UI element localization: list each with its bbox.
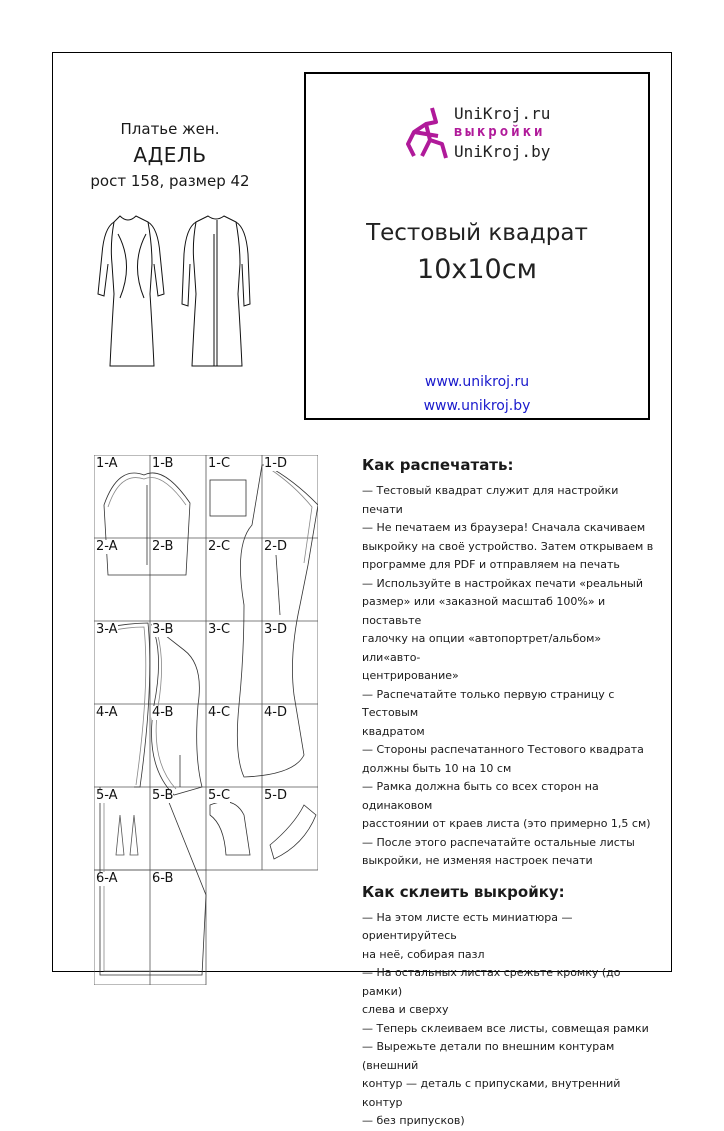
logo-ru: UniKroj.ru (454, 104, 551, 123)
print-line: — После этого распечатайте остальные листы (362, 835, 635, 849)
print-line: — Распечатайте только первую страницу с Тестовым (362, 687, 615, 719)
glue-line: на неё, собирая пазл (362, 947, 485, 961)
grid-label-1b: 1-B (152, 456, 174, 471)
grid-label-4b: 4-B (152, 705, 174, 720)
print-line: должны быть 10 на 10 см (362, 761, 512, 775)
logo-tagline: выкройки (454, 124, 546, 140)
grid-label-6b: 6-B (152, 871, 174, 886)
glue-line: — На этом листе есть миниатюра — ориентируйтесь (362, 910, 573, 942)
print-line: — Стороны распечатанного Тестового квадрата (362, 743, 644, 756)
glue-line: — Вырежьте детали по внешним контурам (внешний (362, 1040, 615, 1072)
product-info (70, 118, 270, 192)
glue-line: — без припусков) (362, 1114, 465, 1127)
grid-label-5c: 5-C (208, 788, 231, 803)
grid-label-1d: 1-D (264, 456, 287, 471)
grid-label-3c: 3-C (208, 622, 231, 637)
instructions (362, 456, 662, 1131)
url-by-link[interactable]: www.unikroj.by (423, 398, 531, 414)
grid-label-5a: 5-A (96, 788, 118, 803)
grid-label-4d: 4-D (264, 705, 287, 720)
test-square (304, 72, 650, 420)
grid-label-4c: 4-C (208, 705, 231, 720)
glue-line: — Теперь склеиваем все листы, совмещая рамки (362, 1021, 649, 1035)
print-line: программе для PDF и отправляем на печать (362, 558, 620, 571)
grid-label-2a: 2-A (96, 539, 118, 554)
grid-label-1a: 1-A (96, 456, 118, 471)
unicorn-logo-icon (402, 104, 448, 164)
print-line: выкройки, не изменяя настроек печати (362, 854, 593, 867)
print-line: галочку на опции «автопортрет/альбом» или«авто- (362, 632, 602, 664)
logo (402, 104, 602, 166)
print-line: — Не печатаем из браузера! Сначала скачиваем (362, 521, 646, 534)
product-size: рост 158, размер 42 (90, 172, 250, 190)
grid-label-3a: 3-A (96, 622, 118, 637)
grid-label-5b: 5-B (152, 788, 174, 803)
grid-label-3b: 3-B (152, 622, 174, 637)
print-line: — Рамка должна быть со всех сторон на одинаковом (362, 780, 599, 812)
url-ru-link[interactable]: www.unikroj.ru (424, 374, 530, 390)
grid-label-2d: 2-D (264, 539, 287, 554)
print-line: центрирование» (362, 669, 459, 682)
print-line: выкройку на своё устройство. Затем открываем в (362, 539, 654, 553)
grid-label-2c: 2-C (208, 539, 231, 554)
pattern-layout-grid (94, 455, 318, 985)
grid-label-4a: 4-A (96, 705, 118, 720)
product-name: АДЕЛЬ (133, 143, 207, 167)
grid-label-5d: 5-D (264, 788, 287, 803)
print-line: — Используйте в настройках печати «реальный (362, 576, 644, 590)
glue-heading: Как склеить выкройку: (362, 882, 565, 901)
glue-line: слева и сверху (362, 1003, 449, 1016)
print-line: размер» или «заказной масштаб 100%» и поставьте (362, 595, 606, 627)
print-heading: Как распечатать: (362, 456, 514, 474)
print-line: квадратом (362, 724, 425, 738)
test-square-title: Тестовый квадрат (366, 220, 588, 246)
grid-label-1c: 1-C (208, 456, 231, 471)
grid-label-2b: 2-B (152, 539, 174, 554)
print-line: — Тестовый квадрат служит для настройки печати (362, 484, 619, 516)
glue-line: контур — деталь с припусками, внутренний контур (362, 1077, 621, 1109)
glue-line: — На остальных листах срежьте кромку (до рамки) (362, 966, 621, 998)
test-square-size: 10x10см (417, 254, 537, 285)
product-kind: Платье жен. (120, 120, 220, 138)
grid-label-3d: 3-D (264, 622, 287, 637)
print-line: расстоянии от краев листа (это примерно 1,5 см) (362, 817, 651, 830)
pattern-layout-lines (94, 455, 318, 985)
grid-label-6a: 6-A (96, 871, 118, 886)
dress-sketch (90, 214, 260, 384)
logo-by: UniKroj.by (454, 142, 551, 161)
